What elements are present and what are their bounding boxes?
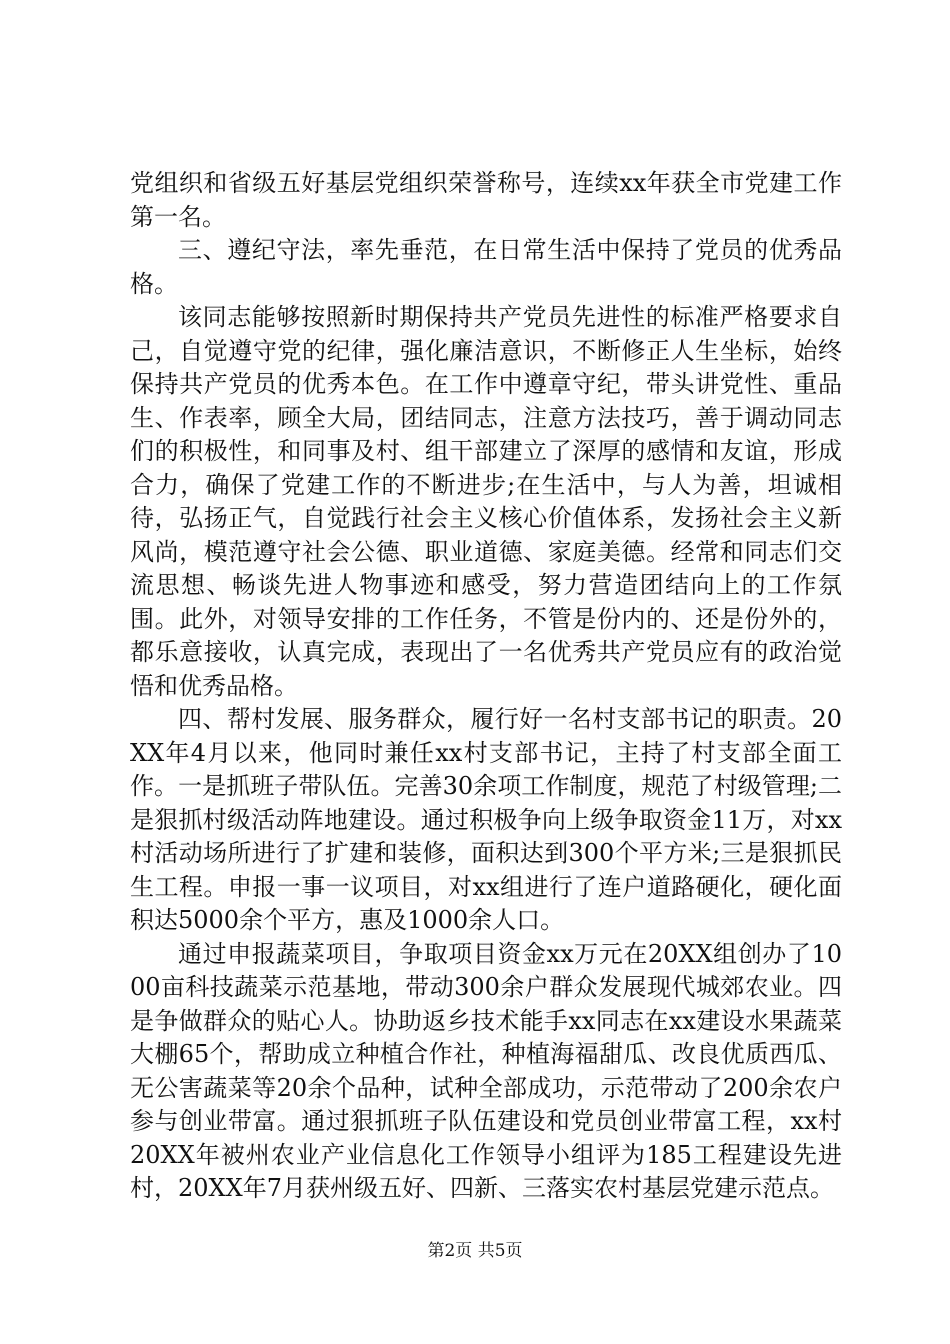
section-heading-four: 四、帮村发展、服务群众，履行好一名村支部书记的职责。20XX年4月以来，他同时兼任xx村支部书记，主持了村支部全面工作。一是抓班子带队伍。完善30余项工作制度，规范了村级管理;二是狠抓村级活动阵地建设。通过积极争向上级争取资金11万，对xx村活动场所进行了扩建和装修，面积达到300个平方米;三是狠抓民生工程。申报一事一议项目，对xx组进行了连户道路硬化，硬化面积达5000余个平方，惠及1000余人口。	[130, 705, 842, 934]
page-number: 第2页 共5页	[427, 1241, 523, 1261]
section-heading-three: 三、遵纪守法，率先垂范，在日常生活中保持了党员的优秀品格。	[130, 236, 842, 298]
paragraph: 该同志能够按照新时期保持共产党员先进性的标准严格要求自己，自觉遵守党的纪律，强化廉洁意识，不断修正人生坐标，始终保持共产党员的优秀本色。在工作中遵章守纪，带头讲党性、重品生、作表率，顾全大局，团结同志，注意方法技巧，善于调动同志们的积极性，和同事及村、组干部建立了深厚的感情和友谊，形成合力，确保了党建工作的不断进步;在生活中，与人为善，坦诚相待，弘扬正气，自觉践行社会主义核心价值体系，发扬社会主义新风尚，模范遵守社会公德、职业道德、家庭美德。经常和同志们交流思想、畅谈先进人物事迹和感受，努力营造团结向上的工作氛围。此外，对领导安排的工作任务，不管是份内的、还是份外的，都乐意接收，认真完成，表现出了一名优秀共产党员应有的政治觉悟和优秀品格。	[130, 303, 842, 700]
document-body	[130, 167, 842, 1206]
paragraph: 党组织和省级五好基层党组织荣誉称号，连续xx年获全市党建工作第一名。	[130, 169, 842, 231]
paragraph: 通过申报蔬菜项目，争取项目资金xx万元在20XX组创办了1000亩科技蔬菜示范基地，带动300余户群众发展现代城郊农业。四是争做群众的贴心人。协助返乡技术能手xx同志在xx建设水果蔬菜大棚65个，帮助成立种植合作社，种植海福甜瓜、改良优质西瓜、无公害蔬菜等20余个品种，试种全部成功，示范带动了200余农户参与创业带富。通过狠抓班子队伍建设和党员创业带富工程，xx村20XX年被州农业产业信息化工作领导小组评为185工程建设先进村，20XX年7月获州级五好、四新、三落实农村基层党建示范点。	[130, 939, 842, 1202]
